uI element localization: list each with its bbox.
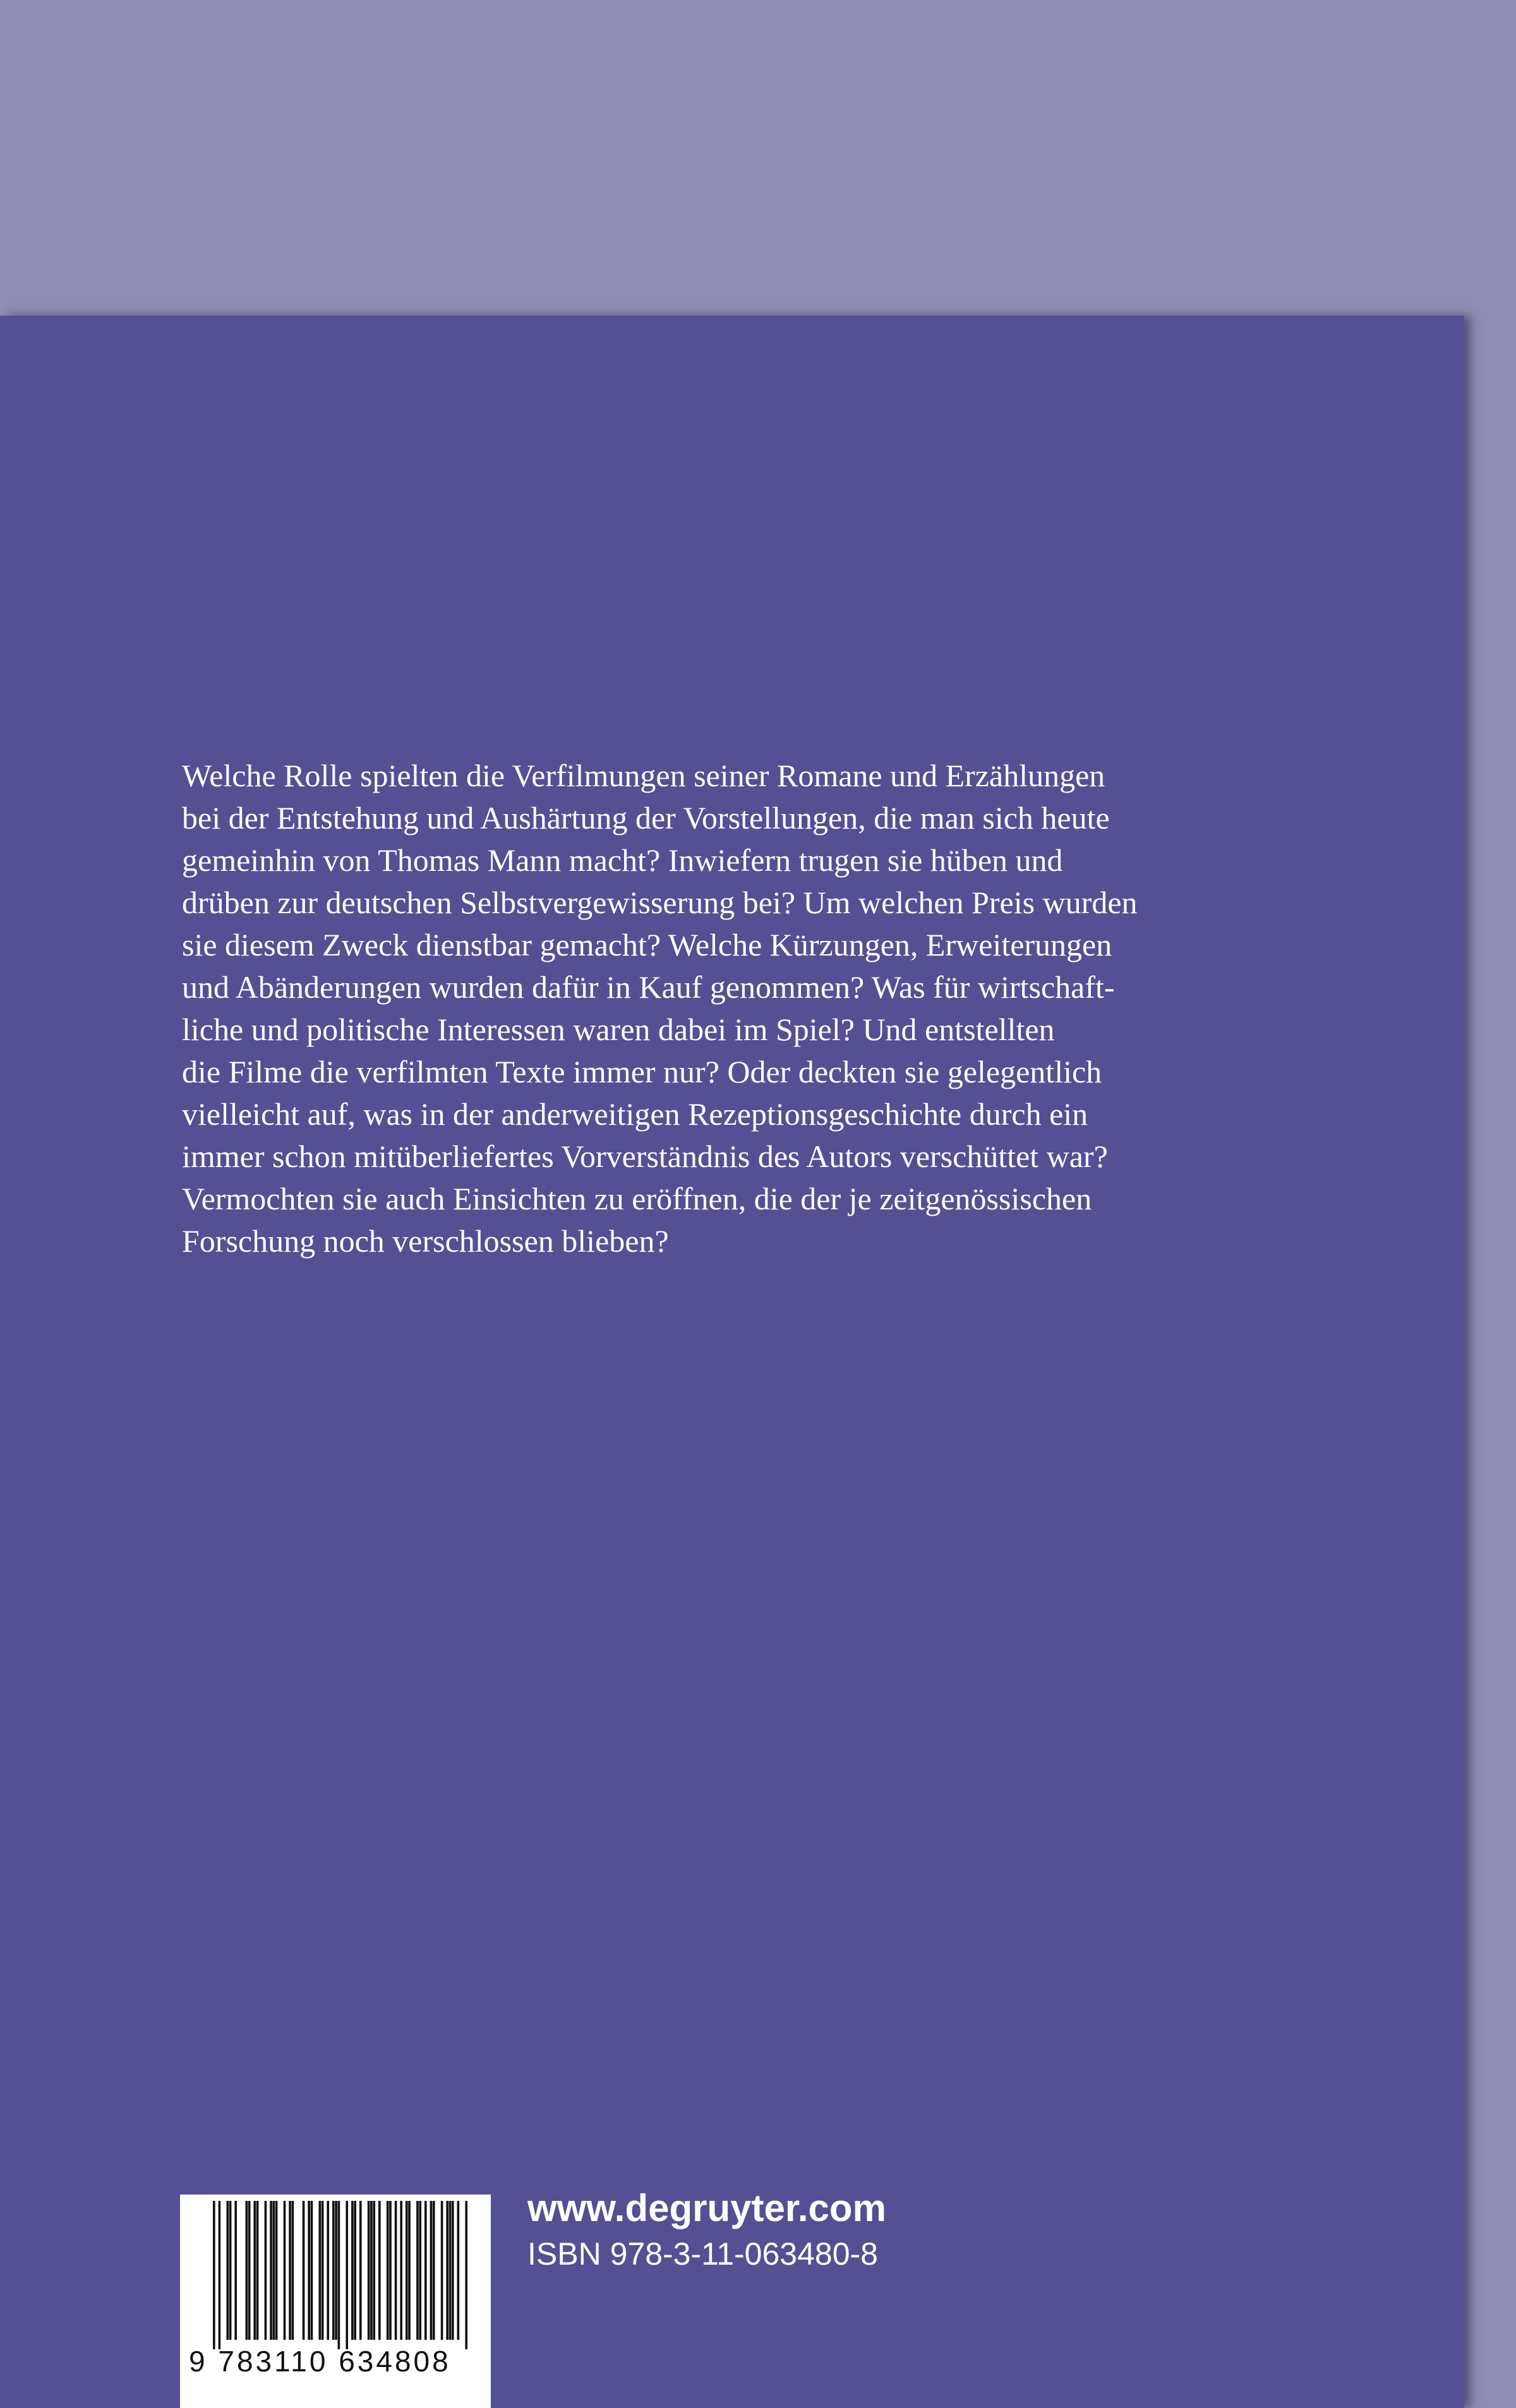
barcode-bar bbox=[335, 2201, 337, 2340]
barcode-bar bbox=[226, 2201, 229, 2340]
isbn-number: ISBN 978-3-11-063480-8 bbox=[527, 2236, 878, 2272]
barcode-bar bbox=[457, 2201, 460, 2340]
blurb-line: vielleicht auf, was in der anderweitigen Rezeptionsgeschichte durch ein bbox=[182, 1096, 1088, 1132]
barcode-bar bbox=[265, 2201, 267, 2340]
barcode-bar bbox=[246, 2201, 248, 2340]
barcode-bar bbox=[351, 2201, 354, 2340]
barcode-bar bbox=[311, 2201, 313, 2340]
barcode-bar bbox=[424, 2201, 427, 2340]
barcode-bar bbox=[406, 2201, 408, 2340]
barcode-bar bbox=[303, 2201, 305, 2340]
barcode-bar bbox=[213, 2201, 215, 2349]
barcode-bar bbox=[370, 2201, 373, 2340]
barcode-bar bbox=[368, 2201, 370, 2340]
barcode-bar bbox=[332, 2201, 335, 2340]
barcode-bar bbox=[465, 2201, 467, 2349]
barcode-bar bbox=[416, 2201, 419, 2340]
barcode-bar bbox=[452, 2201, 454, 2340]
barcode-bar bbox=[219, 2201, 221, 2349]
blurb-line: Welche Rolle spielten die Verfilmungen seiner Romane und Erzählungen bbox=[182, 758, 1105, 793]
barcode-bar bbox=[327, 2201, 329, 2340]
barcode-bar bbox=[446, 2201, 448, 2340]
barcode-bar bbox=[253, 2201, 256, 2340]
barcode-bar bbox=[354, 2201, 356, 2340]
blurb-line: immer schon mitüberliefertes Vorverständnis des Autors verschüttet war? bbox=[182, 1139, 1108, 1174]
barcode-bar bbox=[433, 2201, 435, 2340]
barcode-bar bbox=[272, 2201, 275, 2340]
barcode-bar bbox=[441, 2201, 443, 2340]
blurb-line: sie diesem Zweck dienstbar gemacht? Welche Kürzungen, Erweiterungen bbox=[182, 927, 1112, 962]
barcode-bar bbox=[430, 2201, 433, 2340]
barcode-bar bbox=[449, 2201, 452, 2340]
barcode-bar bbox=[408, 2201, 411, 2340]
barcode-bar bbox=[284, 2201, 286, 2340]
blurb-line: und Abänderungen wurden dafür in Kauf genommen? Was für wirtschaft- bbox=[182, 969, 1115, 1005]
barcode-bar bbox=[292, 2201, 294, 2340]
blurb-line: bei der Entstehung und Aushärtung der Vorstellungen, die man sich heute bbox=[182, 800, 1110, 836]
barcode-bar bbox=[308, 2201, 310, 2340]
barcode bbox=[180, 2195, 491, 2408]
blurb-line: drüben zur deutschen Selbstvergewisserung bei? Um welchen Preis wurden bbox=[182, 885, 1138, 920]
barcode-bar bbox=[359, 2201, 362, 2340]
barcode-bar bbox=[256, 2201, 259, 2340]
barcode-bar bbox=[248, 2201, 251, 2340]
barcode-bar bbox=[318, 2201, 321, 2340]
blurb-line: liche und politische Interessen waren dabei im Spiel? Und entstellten bbox=[182, 1012, 1055, 1047]
barcode-bar bbox=[389, 2201, 392, 2340]
blurb-line: Forschung noch verschlossen blieben? bbox=[182, 1223, 669, 1259]
barcode-bar bbox=[322, 2201, 324, 2340]
barcode-bar bbox=[289, 2201, 291, 2340]
blurb-line: die Filme die verfilmten Texte immer nur? Oder deckten sie gelegentlich bbox=[182, 1054, 1102, 1089]
barcode-bar bbox=[275, 2201, 278, 2340]
barcode-bar bbox=[378, 2201, 381, 2340]
barcode-bar bbox=[419, 2201, 421, 2340]
barcode-bar bbox=[373, 2201, 375, 2340]
barcode-bar bbox=[229, 2201, 232, 2340]
barcode-bar bbox=[346, 2201, 348, 2349]
blurb-line: Vermochten sie auch Einsichten zu eröffnen, die der je zeitgenössischen bbox=[182, 1181, 1092, 1216]
barcode-bar bbox=[395, 2201, 397, 2340]
back-cover bbox=[0, 316, 1464, 2408]
publisher-website: www.degruyter.com bbox=[527, 2187, 886, 2229]
barcode-bar bbox=[400, 2201, 402, 2340]
blurb-text bbox=[182, 755, 1344, 1262]
barcode-bar bbox=[270, 2201, 272, 2340]
barcode-bar bbox=[387, 2201, 389, 2340]
barcode-digits: 9 783110 634808 bbox=[189, 2345, 451, 2378]
barcode-bar bbox=[338, 2201, 340, 2349]
barcode-bar bbox=[234, 2201, 237, 2340]
blurb-line: gemeinhin von Thomas Mann macht? Inwiefern trugen sie hüben und bbox=[182, 842, 1063, 878]
